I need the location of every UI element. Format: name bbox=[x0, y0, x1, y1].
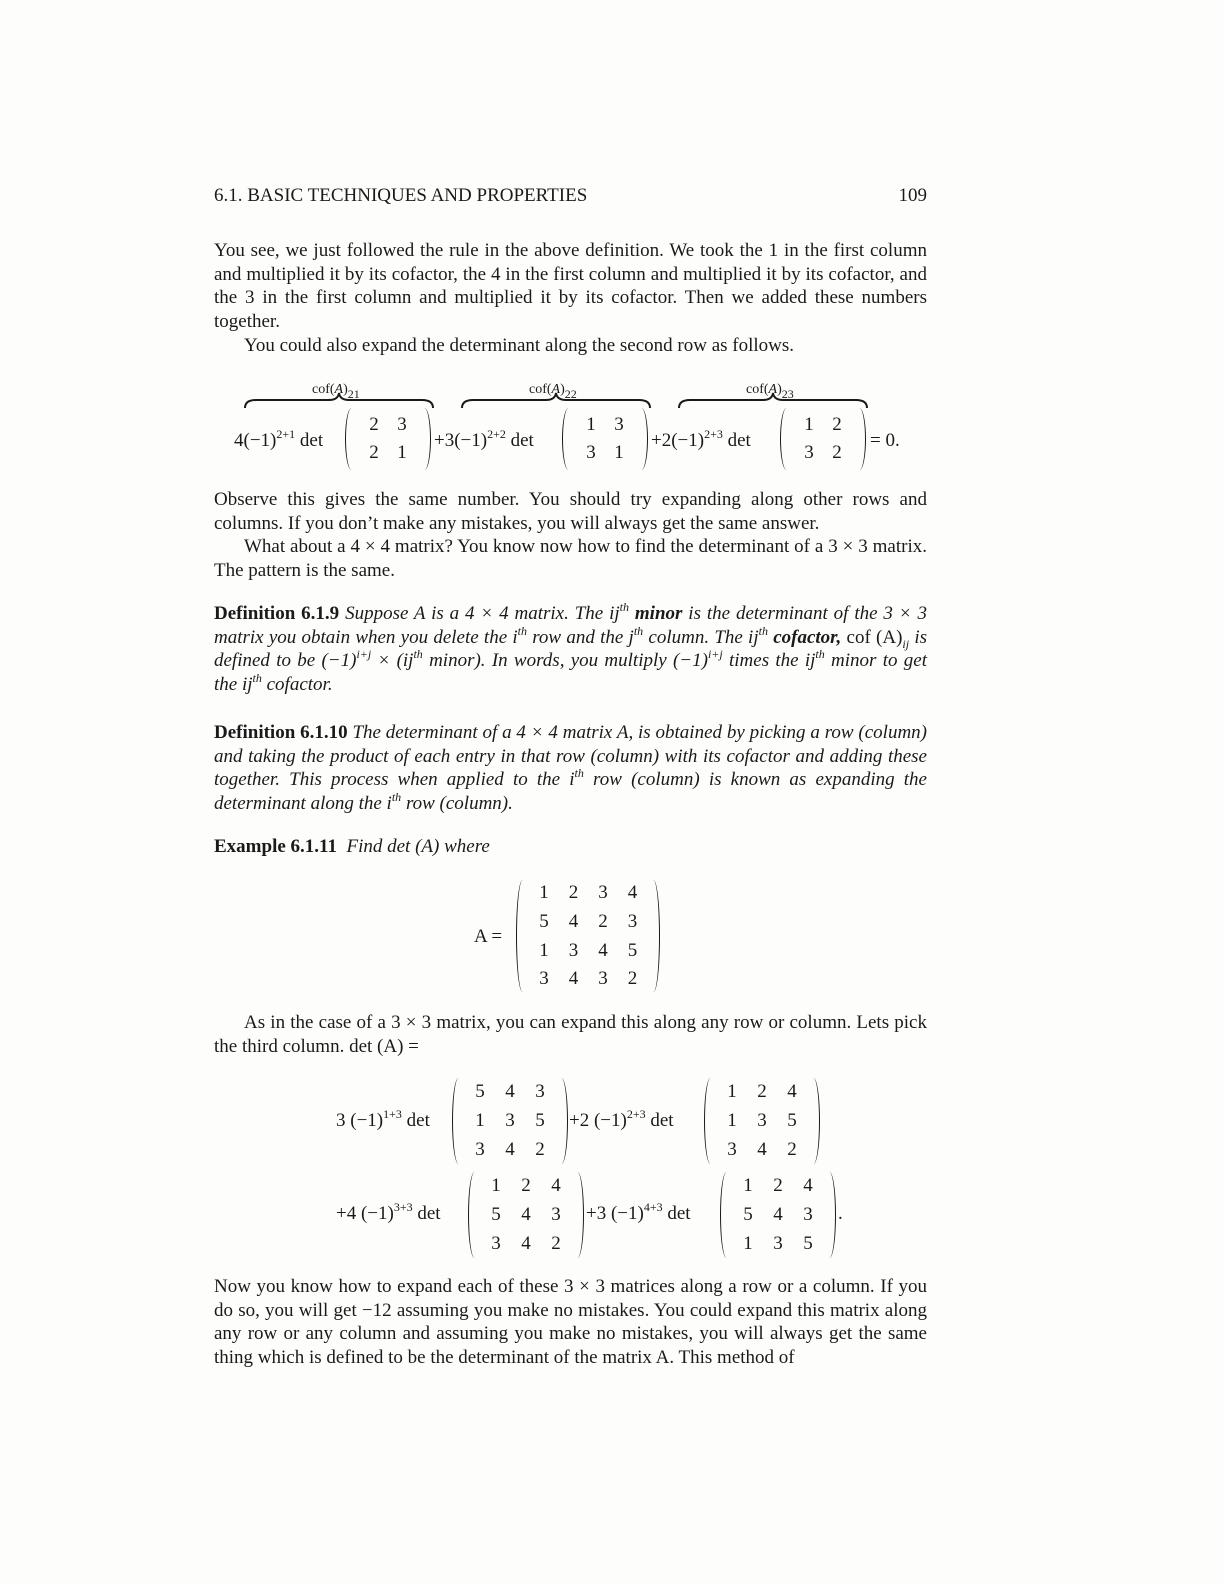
page bbox=[214, 0, 927, 1584]
paragraph-6: Now you know how to expand each of these 3 × 3 matrices along a row or a column. If you do so, you will get −12 assuming you make no mistakes. You could expand this matrix along any row or any column and assuming you make no mistakes, you will always get the same thing which is defined to be the determinant of the matrix A. This method of bbox=[214, 1276, 927, 1369]
row2-term-2-coef: $+3(-1)^{2+2}$ det bbox=[434, 427, 534, 451]
cofactor-label-23: $cof(A)_{23}$ bbox=[746, 382, 794, 401]
example-6-1-11 bbox=[214, 835, 927, 859]
row2-term-1-coef: $4(-1)^{2+1}$ det bbox=[234, 427, 324, 451]
paragraph-2: You could also expand the determinant along the second row as follows. bbox=[244, 335, 795, 356]
paragraph-3: Observe this gives the same number. You should try expanding along other rows and columns. If you don’t make any mistakes, you will always get the same answer. bbox=[214, 489, 927, 534]
paragraph-1: You see, we just followed the rule in the above definition. We took the 1 in the first column and multiplied it by its cofactor, the 4 in the first column and multiplied it by its cofactor, and the 3 in the first column and multiplied it by its cofactor. Then we added these numbers together. bbox=[214, 240, 927, 333]
col3-minor-1: 5 4 3 1 3 5 3 4 2 bbox=[452, 1078, 568, 1164]
matrix-a-lhs: A = bbox=[474, 926, 503, 947]
col3-minor-3: 1 2 4 5 4 3 3 4 2 bbox=[468, 1172, 584, 1258]
running-header bbox=[214, 184, 927, 208]
definition-6-1-10: Definition 6.1.10 The determinant of a 4 × 4 matrix A, is obtained by picking a row (column) and taking the product of each entry in that row (column) with its cofactor and adding these together. This process when applied to the $i^{th}$ row (column) is known as expanding the determinant along the $i^{th}$ row (column). bbox=[214, 722, 928, 815]
col3-term-2-coef: +2 $(-1)^{2+3}$ det bbox=[569, 1107, 674, 1131]
example-text: Find det (A) where bbox=[346, 836, 490, 857]
matrix-a: 1 2 3 4 5 4 2 3 1 3 4 5 3 4 3 2 bbox=[516, 880, 660, 992]
paragraph-5: As in the case of a 3 × 3 matrix, you can expand this along any row or column. Lets pick the third column. det (A) = bbox=[214, 1012, 927, 1057]
row2-result: = 0. bbox=[870, 430, 900, 451]
cofactor-label-21: $cof(A)_{21}$ bbox=[312, 382, 360, 401]
definition-label: Definition 6.1.10 bbox=[214, 722, 348, 743]
page-number: 109 bbox=[898, 185, 927, 206]
section-title: 6.1. BASIC TECHNIQUES AND PROPERTIES bbox=[214, 185, 588, 206]
paragraph-4: What about a 4 × 4 matrix? You know now how to find the determinant of a 3 × 3 matrix. The pattern is the same. bbox=[214, 536, 927, 581]
example-label: Example 6.1.11 bbox=[214, 836, 337, 857]
cofactor-label-22: $cof(A)_{22}$ bbox=[529, 382, 577, 401]
definition-label: Definition 6.1.9 bbox=[214, 603, 340, 624]
col3-period: . bbox=[838, 1203, 843, 1224]
row2-minor-1: 2 3 2 1 bbox=[345, 408, 431, 470]
row2-minor-2: 1 3 3 1 bbox=[562, 408, 648, 470]
col3-term-3-coef: +4 $(-1)^{3+3}$ det bbox=[336, 1200, 441, 1224]
col3-term-1-coef: 3 $(-1)^{1+3}$ det bbox=[336, 1107, 430, 1131]
col3-minor-4: 1 2 4 5 4 3 1 3 5 bbox=[720, 1172, 836, 1258]
row2-minor-3: 1 2 3 2 bbox=[780, 408, 866, 470]
col3-minor-2: 1 2 4 1 3 5 3 4 2 bbox=[704, 1078, 820, 1164]
definition-6-1-9: Definition 6.1.9 Suppose A is a 4 × 4 matrix. The $ij^{th}$ minor is the determinant of the 3 × 3 matrix you obtain when you delete the $i^{th}$ row and the $j^{th}$ column. The $ij^{th}$ cofactor, cof $(A)_{ij}$ is defined to be $(-1)^{i+j} \times (ij^{th}$ minor). In words, you multiply $(-1)^{i+j}$ times the $ij^{th}$ minor to get the $ij^{th}$ cofactor. bbox=[214, 600, 928, 696]
col3-term-4-coef: +3 $(-1)^{4+3}$ det bbox=[586, 1200, 691, 1224]
row2-term-3-coef: $+2(-1)^{2+3}$ det bbox=[651, 427, 751, 451]
